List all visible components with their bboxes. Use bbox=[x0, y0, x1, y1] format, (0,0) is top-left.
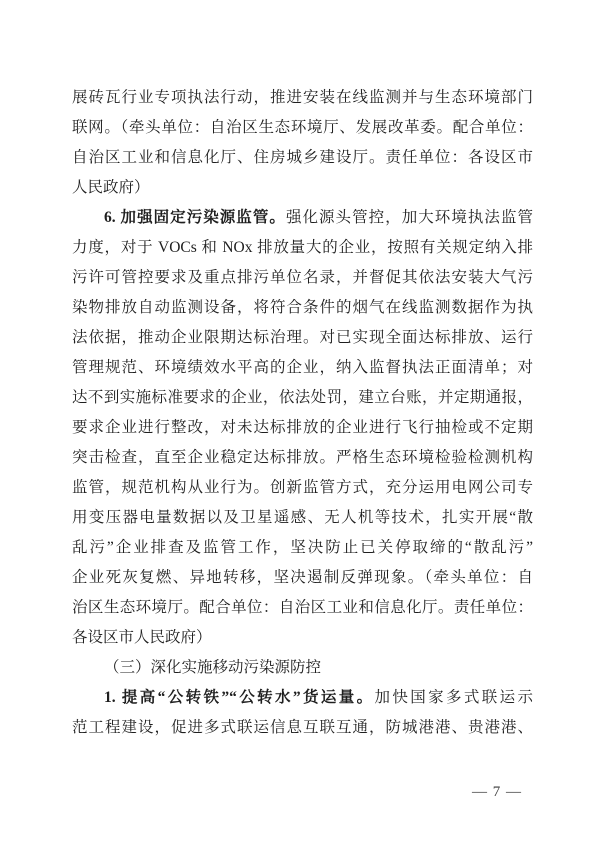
body-text: （三）深化实施移动污染源防控 bbox=[104, 659, 322, 676]
body-text: 治区生态环境厅。配合单位：自治区工业和信息化厅。责任单位： bbox=[72, 599, 533, 616]
text-line bbox=[72, 683, 533, 713]
heading-text: 1. 提高“公转铁”“公转水”货运量。 bbox=[104, 689, 375, 706]
body-text: 企业死灰复燃、异地转移，坚决遏制反弹现象。（牵头单位：自 bbox=[72, 569, 533, 586]
body-text: 污许可管控要求及重点排污单位名录，并督促其依法安装大气污 bbox=[72, 269, 533, 286]
body-text: 法依据，推动企业限期达标治理。对已实现全面达标排放、运行 bbox=[72, 329, 533, 346]
body-text: 加快国家多式联运示 bbox=[374, 689, 533, 706]
text-line bbox=[72, 233, 533, 263]
body-text: 监管，规范机构从业行为。创新监管方式，充分运用电网公司专 bbox=[72, 479, 533, 496]
text-line bbox=[72, 263, 533, 293]
page-number: — 7 — bbox=[472, 784, 522, 800]
body-text: 管理规范、环境绩效水平高的企业，纳入监督执法正面清单；对 bbox=[72, 359, 533, 376]
body-text: 要求企业进行整改，对未达标排放的企业进行飞行抽检或不定期 bbox=[72, 419, 533, 436]
body-text: 乱污”企业排查及监管工作，坚决防止已关停取缔的“散乱污” bbox=[72, 539, 533, 556]
text-line bbox=[72, 83, 533, 113]
body-text: 染物排放自动监测设备，将符合条件的烟气在线监测数据作为执 bbox=[72, 299, 533, 316]
body-text: 突击检查，直至企业稳定达标排放。严格生态环境检验检测机构 bbox=[72, 449, 533, 466]
body-text: 用变压器电量数据以及卫星遥感、无人机等技术，扎实开展“散 bbox=[72, 509, 533, 526]
text-line bbox=[72, 203, 533, 233]
body-text: 范工程建设，促进多式联运信息互联互通，防城港港、贵港港、 bbox=[72, 719, 533, 736]
body-text: 各设区市人民政府） bbox=[72, 629, 212, 646]
document-content bbox=[72, 83, 533, 743]
text-line bbox=[72, 413, 533, 443]
body-text: 自治区工业和信息化厅、住房城乡建设厅。责任单位：各设区市 bbox=[72, 149, 533, 166]
text-line bbox=[72, 293, 533, 323]
text-line bbox=[72, 593, 533, 623]
text-line bbox=[72, 533, 533, 563]
text-line bbox=[72, 383, 533, 413]
text-line bbox=[72, 323, 533, 353]
body-text: 联网。（牵头单位：自治区生态环境厅、发展改革委。配合单位： bbox=[72, 119, 533, 136]
heading-text: 6. 加强固定污染源监管。 bbox=[104, 209, 286, 226]
text-line bbox=[72, 473, 533, 503]
text-line bbox=[72, 623, 533, 653]
text-line bbox=[72, 113, 533, 143]
text-line bbox=[72, 713, 533, 743]
body-text: 力度，对于 VOCs 和 NOx 排放量大的企业，按照有关规定纳入排 bbox=[72, 239, 533, 256]
text-line bbox=[72, 503, 533, 533]
text-line bbox=[72, 653, 533, 683]
body-text: 展砖瓦行业专项执法行动，推进安装在线监测并与生态环境部门 bbox=[72, 89, 533, 106]
text-line bbox=[72, 173, 533, 203]
body-text: 达不到实施标准要求的企业，依法处罚，建立台账，并定期通报， bbox=[72, 389, 533, 406]
body-text: 人民政府） bbox=[72, 179, 150, 196]
text-line bbox=[72, 443, 533, 473]
body-text: 强化源头管控，加大环境执法监管 bbox=[285, 209, 533, 226]
text-line bbox=[72, 353, 533, 383]
text-line bbox=[72, 563, 533, 593]
text-line bbox=[72, 143, 533, 173]
